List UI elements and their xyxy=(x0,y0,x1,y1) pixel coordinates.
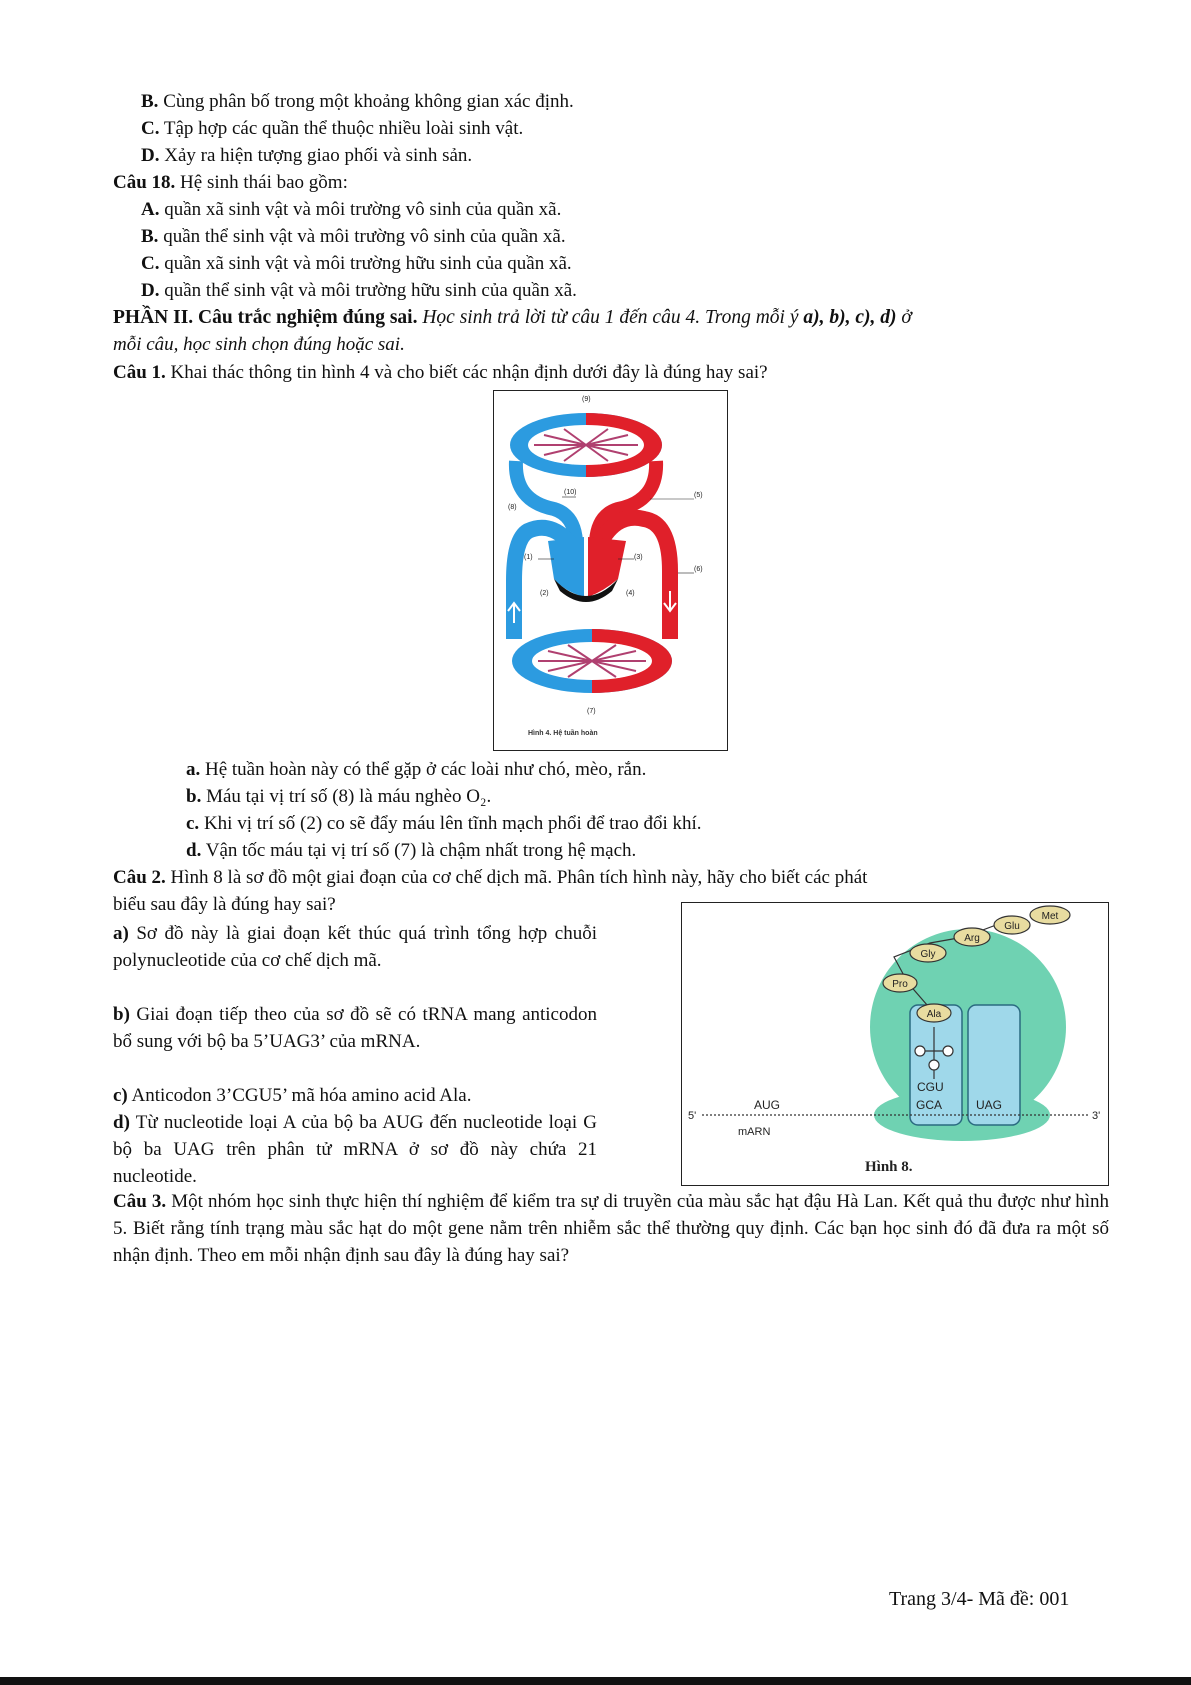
translation-figure xyxy=(681,902,1109,1186)
mrna-3-end: 3' xyxy=(1092,1110,1101,1122)
q2-statement-c: c) Anticodon 3’CGU5’ mã hóa amino acid Ala. xyxy=(113,1085,472,1106)
q1-statement-d: d. Vận tốc máu tại vị trí số (7) là chậm nhất trong hệ mạch. xyxy=(186,840,637,861)
part2-heading: PHẦN II. Câu trắc nghiệm đúng sai. Học sinh trả lời từ câu 1 đến câu 4. Trong mỗi ý a), b), c), d) ở xyxy=(113,307,912,328)
label-7: (7) xyxy=(587,708,596,715)
label-6: (6) xyxy=(694,566,703,573)
q3-stem: Câu 3. Một nhóm học sinh thực hiện thí nghiệm để kiểm tra sự di truyền của màu sắc hạt đậu Hà Lan. Kết quả thu được như hình 5. Biết rằng tính trạng màu sắc hạt do một gene nằm trên nhiễm sắc thể thường quy định. Các bạn học sinh đó đã đưa ra một số nhận định. Theo em mỗi nhận định sau đây là đúng hay sai? xyxy=(113,1191,1109,1266)
part2-instruction: mỗi câu, học sinh chọn đúng hoặc sai. xyxy=(113,334,405,355)
q1-statement-a: a. Hệ tuần hoàn này có thể gặp ở các loài như chó, mèo, rắn. xyxy=(186,759,647,780)
figure8-caption: Hình 8. xyxy=(865,1159,913,1175)
heart-left-side xyxy=(588,537,626,597)
amino-glu-label: Glu xyxy=(1004,921,1020,932)
codon-stop: UAG xyxy=(976,1098,1003,1112)
q17-option-d: D. Xảy ra hiện tượng giao phối và sinh sản. xyxy=(141,145,473,166)
amino-gly-label: Gly xyxy=(920,949,936,960)
label-8: (8) xyxy=(508,504,517,511)
q18-option-d: D. quần thể sinh vật và môi trường hữu sinh của quần xã. xyxy=(141,280,577,301)
tRNA-anticodon: CGU xyxy=(917,1080,944,1094)
label-9: (9) xyxy=(582,396,591,403)
q1-statement-b: b. Máu tại vị trí số (8) là máu nghèo O₂. xyxy=(186,786,492,807)
q17-option-c: C. Tập hợp các quần thể thuộc nhiều loài sinh vật. xyxy=(141,118,524,139)
q18-stem: Câu 18. Hệ sinh thái bao gồm: xyxy=(113,172,348,193)
label-10: (10) xyxy=(564,489,577,496)
page-footer: Trang 3/4- Mã đề: 001 xyxy=(889,1588,1070,1610)
q2-statement-a: a) Sơ đồ này là giai đoạn kết thúc quá trình tổng hợp chuỗi polynucleotide của cơ chế dịch mã. xyxy=(113,923,597,971)
q1-stem: Câu 1. Khai thác thông tin hình 4 và cho biết các nhận định dưới đây là đúng hay sai? xyxy=(113,362,768,383)
heart-right-side xyxy=(548,537,584,597)
amino-ala-label: Ala xyxy=(926,1009,942,1020)
amino-pro-label: Pro xyxy=(892,979,908,990)
mrna-label: mARN xyxy=(738,1126,771,1138)
mrna-5-end: 5' xyxy=(688,1110,697,1122)
amino-met-label: Met xyxy=(1041,911,1059,922)
q18-option-b: B. quần thể sinh vật và môi trường vô sinh của quần xã. xyxy=(141,226,566,247)
label-2: (2) xyxy=(540,590,549,597)
q2-stem: Câu 2. Hình 8 là sơ đồ một giai đoạn của cơ chế dịch mã. Phân tích hình này, hãy cho biết các phát xyxy=(113,867,868,888)
label-4: (4) xyxy=(626,590,635,597)
codon-a-site: GCA xyxy=(916,1098,943,1112)
q17-option-b: B. Cùng phân bố trong một khoảng không gian xác định. xyxy=(141,91,574,112)
figure4-caption: Hình 4. Hệ tuần hoàn xyxy=(528,730,598,737)
q2-statement-b: b) Giai đoạn tiếp theo của sơ đồ sẽ có tRNA mang anticodon bổ sung với bộ ba 5’UAG3’ của mRNA. xyxy=(113,1004,597,1052)
q1-statement-c: c. Khi vị trí số (2) co sẽ đẩy máu lên tĩnh mạch phổi để trao đổi khí. xyxy=(186,813,702,834)
q18-option-a: A. quần xã sinh vật và môi trường vô sinh của quần xã. xyxy=(141,199,562,220)
codon-start: AUG xyxy=(754,1098,781,1112)
circulatory-system-figure xyxy=(493,390,728,751)
label-1: (1) xyxy=(524,554,533,561)
q2-stem-continued: biểu sau đây là đúng hay sai? xyxy=(113,894,336,915)
scan-edge xyxy=(0,1677,1191,1685)
translation-diagram xyxy=(682,903,1108,1185)
label-3: (3) xyxy=(634,554,643,561)
circulatory-diagram xyxy=(494,391,727,750)
q2-statement-d: d) Từ nucleotide loại A của bộ ba AUG đến nucleotide loại G bộ ba UAG trên phân tử mRNA ở sơ đồ này chứa 21 nucleotide. xyxy=(113,1112,597,1187)
amino-arg-label: Arg xyxy=(964,933,980,944)
label-5: (5) xyxy=(694,492,703,499)
q18-option-c: C. quần xã sinh vật và môi trường hữu sinh của quần xã. xyxy=(141,253,572,274)
